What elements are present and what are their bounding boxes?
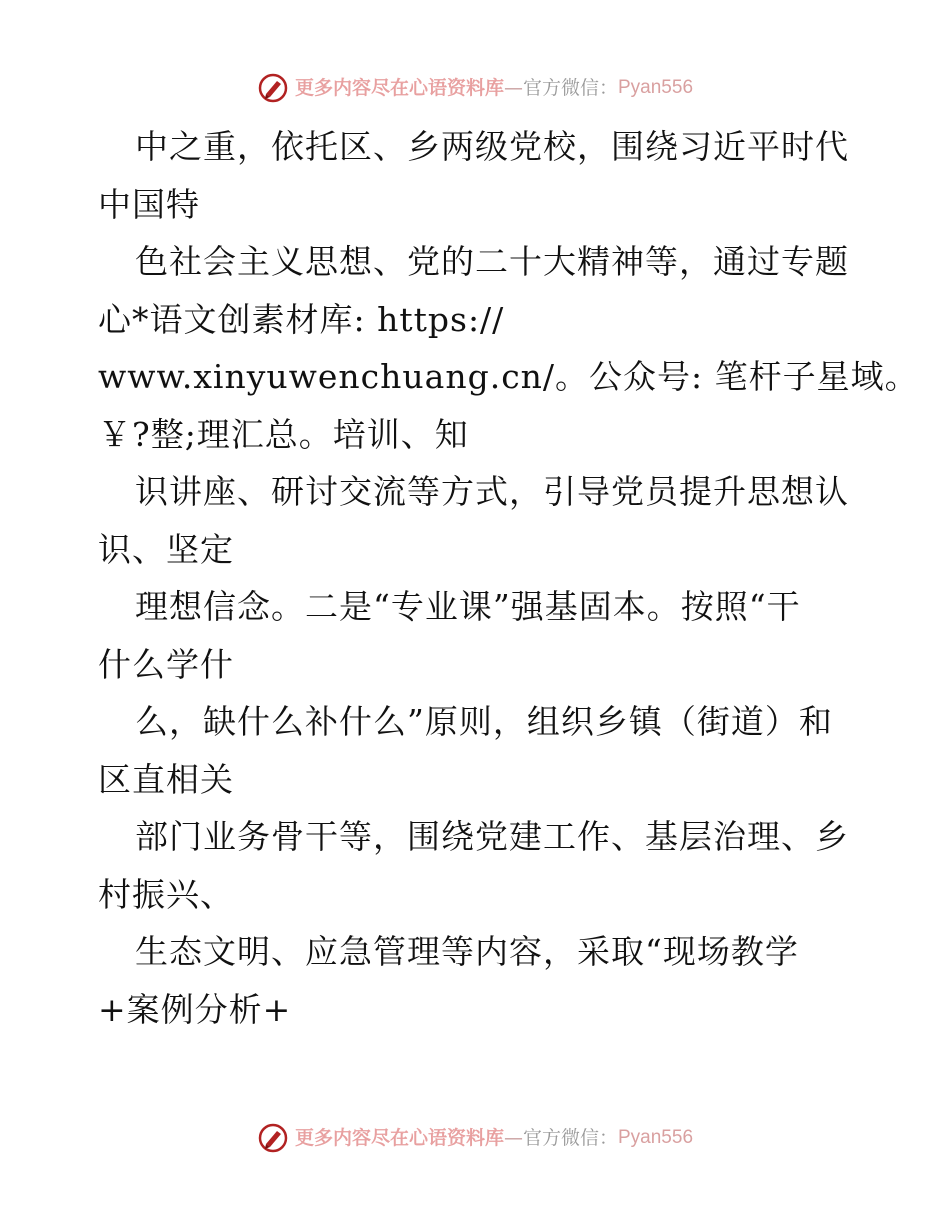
body-line: 生态文明、应急管理等内容，采取“现场教学 [135,932,799,971]
header-banner [0,72,950,104]
pen-logo-icon [257,1122,289,1154]
body-line: 村振兴、 [98,874,234,914]
document-body [98,118,919,1038]
body-line: +案例分析+ [98,989,292,1029]
footer-banner [0,1122,950,1154]
body-line: 中国特 [98,184,200,224]
banner-wechat-id: Pyan556 [618,77,694,98]
body-line: ￥?整;理汇总。培训、知 [98,414,469,454]
body-line: 部门业务骨干等，围绕党建工作、基层治理、乡 [135,817,849,856]
banner-wechat-label: 官方微信： [522,77,618,99]
body-line: 识讲座、研讨交流等方式，引导党员提升思想认 [135,472,849,511]
body-line: 什么学什 [98,644,234,684]
body-line: 色社会主义思想、党的二十大精神等，通过专题 [135,242,849,281]
body-line: 么，缺什么补什么”原则，组织乡镇（街道）和 [135,702,833,741]
body-line: 识、坚定 [98,529,234,569]
banner-separator: — [503,1127,523,1149]
banner-wechat-id: Pyan556 [618,1127,694,1148]
body-line: 心*语文创素材库: https:// [98,299,505,339]
body-line: www.xinyuwenchuang.cn/。公众号: 笔杆子星域。 [98,357,919,396]
banner-wechat-label: 官方微信： [522,1127,618,1149]
banner-slogan: 更多内容尽在心语资料库 [294,1127,504,1149]
body-line: 区直相关 [98,759,234,799]
banner-separator: — [503,77,523,99]
body-line: 理想信念。二是“专业课”强基固本。按照“干 [135,587,801,626]
banner-slogan: 更多内容尽在心语资料库 [294,77,504,99]
body-line: 中之重，依托区、乡两级党校，围绕习近平时代 [135,127,849,166]
pen-logo-icon [257,72,289,104]
